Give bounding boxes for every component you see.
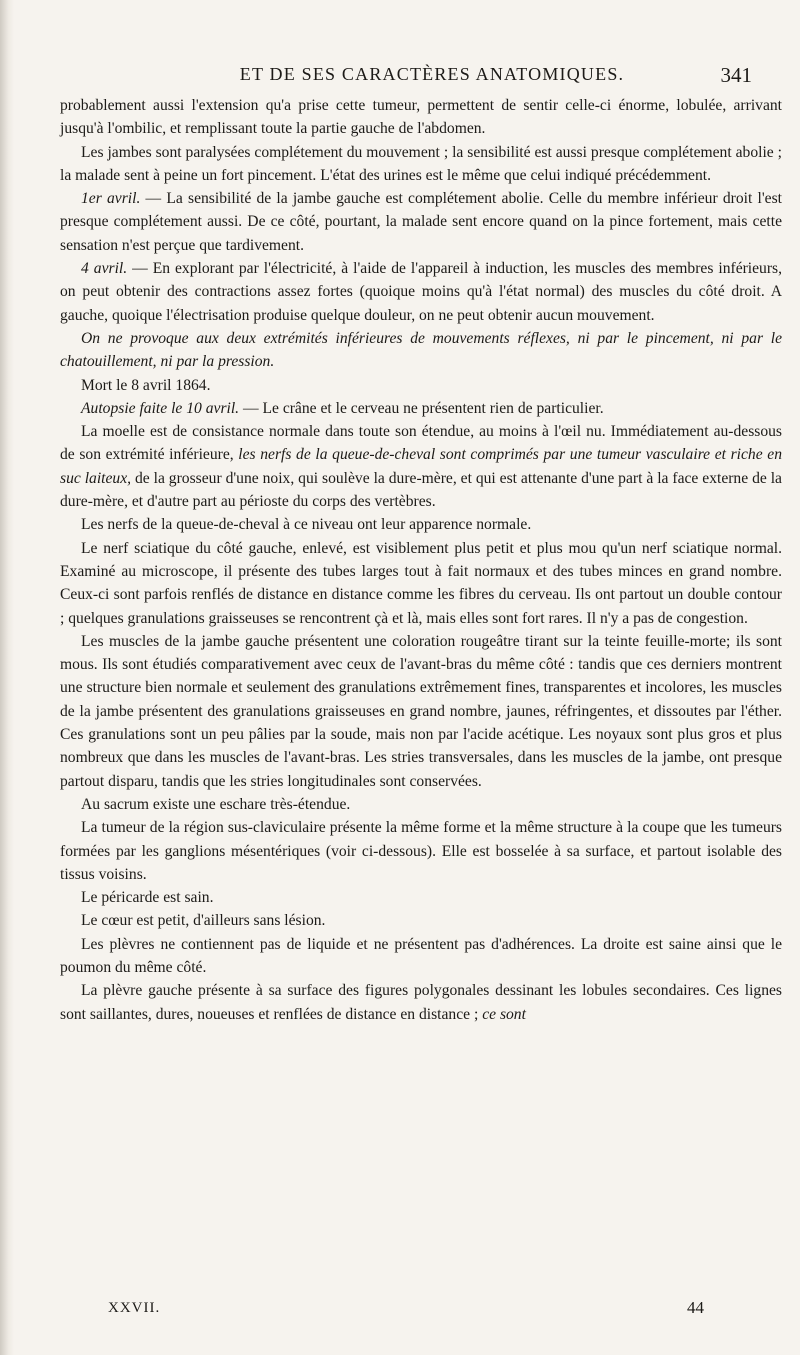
paragraph (60, 141, 782, 188)
paragraph (60, 420, 782, 513)
paragraph (60, 327, 782, 374)
italic-text: On ne provoque aux deux extrémités inférieures de mouvements réflexes, ni par le pincement, ni par le chatouillement, ni par la pression. (60, 329, 782, 371)
italic-text: 1er avril. (81, 190, 141, 208)
paragraph (60, 630, 782, 793)
page-number: 341 (720, 63, 752, 87)
paragraph (60, 257, 782, 327)
paragraph (60, 374, 782, 397)
text-run: Le nerf sciatique du côté gauche, enlevé, est visiblement plus petit et plus mou qu'un nerf sciatique normal. Examiné au microscope, il présente des tubes larges tout à fait normaux et des tubes minces en grand nombre. Ceux-ci sont parfois renflés de distance en distance comme les fibres du cerveau. Ils ont partout un double contour ; quelques granulations graisseuses se rencontrent çà et là, mais elles sont fort rares. Il n'y a pas de congestion. (60, 539, 782, 627)
text-run: — Le crâne et le cerveau ne présentent rien de particulier. (239, 399, 604, 417)
text-run: La moelle est de consistance normale dans toute son étendue, au moins à l'œil nu. Immédiatement au-dessous de son extrémité inférieure, (60, 423, 782, 464)
paragraph (60, 909, 782, 932)
text-run: La tumeur de la région sus-claviculaire présente la même forme et la même structure à la coupe que les tumeurs formées par les ganglions mésentériques (voir ci-dessous). Elle est bosselée à sa surface, et partout isolable des tissus voisins. (60, 819, 782, 883)
text-run: — La sensibilité de la jambe gauche est complétement abolie. Celle du membre inférieur droit l'est presque complétement aussi. De ce côté, pourtant, la malade sent encore quand on la pince fortement, mais cette sensation n'est perçue que tardivement. (60, 190, 782, 254)
text-run: Les muscles de la jambe gauche présentent une coloration rougeâtre tirant sur la teinte feuille-morte; ils sont mous. Ils sont étudiés comparativement avec ceux de l'avant-bras du même côté : tandis que ces derniers montrent une structure bien normale et seulement des granulations extrêmement fines, transparentes et incolores, les muscles de la jambe présentent des granulations graisseuses en grand nombre, jaunes, réfringentes, et dissoutes par l'éther. Ces granulations sont un peu pâlies par la soude, mais non par l'acide acétique. Les noyaux sont plus gros et plus nombreux que dans les muscles de l'avant-bras. Les stries transversales, dans les muscles de la jambe, ont presque partout disparu, tandis que les stries longitudinales sont conservées. (60, 632, 782, 790)
paragraph (60, 187, 782, 257)
paragraph (60, 793, 782, 816)
text-run: La plèvre gauche présente à sa surface des figures polygonales dessinant les lobules secondaires. Ces lignes sont saillantes, dures, noueuses et renflées de distance en distance ; (60, 982, 782, 1023)
text-run: Le péricarde est sain. (81, 889, 214, 907)
text-run: Au sacrum existe une eschare très-étendue. (81, 795, 351, 813)
text-run: Les jambes sont paralysées complétement du mouvement ; la sensibilité est aussi presque complétement abolie ; la malade sent à peine un fort pincement. L'état des urines est le même que celui indiqué précédemment. (60, 143, 782, 184)
text-run: — En explorant par l'électricité, à l'aide de l'appareil à induction, les muscles des membres inférieurs, on peut obtenir des contractions assez fortes (quoique moins qu'à l'état normal) des muscles du côté droit. A gauche, quoique l'électrisation produise quelque douleur, on ne peut obtenir aucun mouvement. (60, 260, 783, 324)
paragraph (60, 816, 782, 886)
page-gutter-shadow (0, 0, 14, 1355)
text-run: Les nerfs de la queue-de-cheval à ce niveau ont leur apparence normale. (81, 516, 532, 534)
paragraph (60, 397, 782, 420)
body-text (60, 94, 782, 1026)
paragraph (60, 886, 782, 909)
italic-text: les nerfs de la queue-de-cheval sont comprimés par une tumeur vasculaire et riche en suc laiteux, (60, 446, 782, 487)
italic-text: 4 avril. (81, 260, 128, 278)
folio-number: 44 (687, 1298, 704, 1317)
running-head (112, 64, 752, 88)
text-run: Mort le 8 avril 1864. (81, 376, 211, 394)
italic-text: ce sont (482, 1005, 526, 1023)
paragraph (60, 94, 782, 141)
paragraph (60, 979, 782, 1026)
text-run: Les plèvres ne contiennent pas de liquide et ne présentent pas d'adhérences. La droite est saine ainsi que le poumon du même côté. (60, 935, 782, 976)
page-footer (108, 1300, 704, 1324)
italic-text: Autopsie faite le 10 avril. (81, 399, 240, 417)
signature-mark: XXVII. (108, 1300, 161, 1316)
running-title: ET DE SES CARACTÈRES ANATOMIQUES. (239, 64, 625, 84)
paragraph (60, 537, 782, 630)
text-run: probablement aussi l'extension qu'a prise cette tumeur, permettent de sentir celle-ci énorme, lobulée, arrivant jusqu'à l'ombilic, et remplissant toute la partie gauche de l'abdomen. (60, 97, 782, 138)
text-run: de la grosseur d'une noix, qui soulève la dure-mère, et qui est attenante d'une part à la face externe de la dure-mère, et d'autre part au périoste du corps des vertèbres. (60, 469, 782, 511)
paragraph (60, 513, 782, 536)
paragraph (60, 933, 782, 980)
text-run: Le cœur est petit, d'ailleurs sans lésion. (81, 912, 326, 930)
